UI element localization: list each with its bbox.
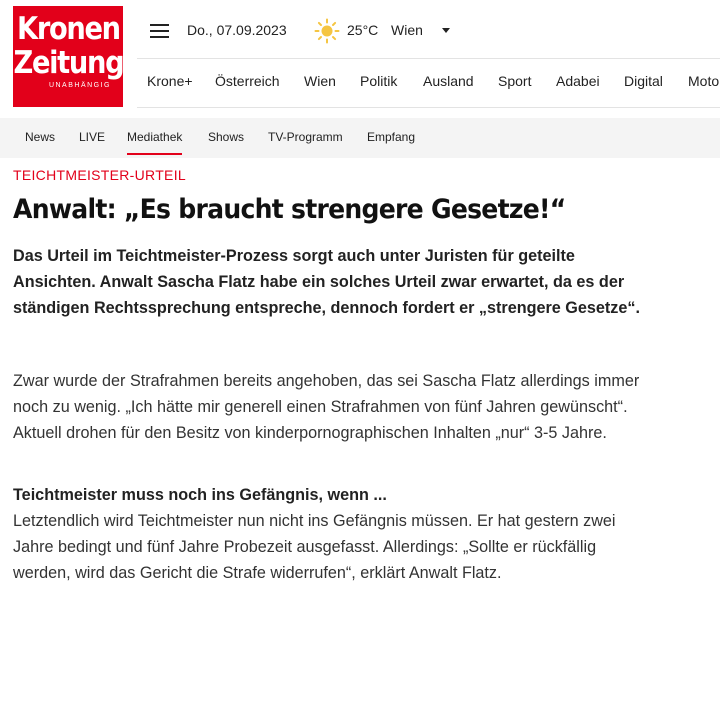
city-selector[interactable]: Wien: [391, 22, 423, 38]
nav-item-adabei[interactable]: Adabei: [556, 73, 600, 89]
subnav-item-news[interactable]: News: [25, 130, 56, 144]
logo-line-2: Zeitung: [13, 45, 123, 81]
article-paragraph: Zwar wurde der Strafrahmen bereits angehoben, das sei Sascha Flatz allerdings immer noch zu wenig. „Ich hätte mir generell einen Strafrahmen von fünf Jahren gewünscht“. Aktuell drohen für den Besitz von kinderpornographischen Inhalten „nur“ 3-5 Jahre.: [13, 372, 640, 442]
logo-line-1: Kronen: [16, 11, 120, 47]
article-headline: Anwalt: „Es braucht strengere Gesetze!“: [13, 194, 566, 225]
nav-item-sport[interactable]: Sport: [498, 73, 532, 89]
article-lead: Das Urteil im Teichtmeister-Prozess sorgt auch unter Juristen für geteilte Ansichten. Anwalt Sascha Flatz habe ein solches Urteil zwar erwartet, da es der ständigen Rechtssprechung entspreche, dennoch fordert er „strengere Gesetze“.: [13, 247, 640, 317]
nav-item-politik[interactable]: Politik: [360, 73, 398, 89]
subnav-item-live[interactable]: LIVE: [79, 130, 106, 144]
header-divider: [137, 58, 720, 59]
kronen-zeitung-logo[interactable]: [13, 6, 123, 107]
nav-item-wien[interactable]: Wien: [304, 73, 336, 89]
nav-item-digital[interactable]: Digital: [624, 73, 663, 89]
nav-item-ausland[interactable]: Ausland: [423, 73, 474, 89]
nav-divider: [137, 107, 720, 108]
logo-tagline: UNABHÄNGIG: [48, 82, 111, 89]
subnav-item-tv-programm[interactable]: TV-Programm: [268, 130, 343, 144]
current-date: Do., 07.09.2023: [187, 22, 287, 38]
subnav-item-empfang[interactable]: Empfang: [367, 130, 416, 144]
temperature: 25°C: [347, 22, 379, 38]
sun-icon: [314, 18, 340, 44]
article-subheading: Teichtmeister muss noch ins Gefängnis, wenn ...: [13, 486, 387, 504]
subnav-item-shows[interactable]: Shows: [208, 130, 245, 144]
article-paragraph: Letztendlich wird Teichtmeister nun nicht ins Gefängnis müssen. Er hat gestern zwei Jahre bedingt und fünf Jahre Probezeit ausgefasst. Allerdings: „Sollte er rückfällig werden, wird das Gericht die Strafe widerrufen“, erklärt Anwalt Flatz.: [13, 512, 616, 582]
subnav-item-mediathek[interactable]: Mediathek: [127, 130, 182, 155]
nav-item-moto[interactable]: Moto: [688, 73, 720, 89]
article-kicker: TEICHTMEISTER-URTEIL: [13, 167, 186, 183]
nav-item-oesterreich[interactable]: Österreich: [215, 73, 280, 89]
site-header: [0, 0, 720, 118]
nav-item-krone-plus[interactable]: Krone+: [147, 73, 193, 89]
menu-icon[interactable]: [150, 24, 169, 38]
chevron-down-icon[interactable]: [442, 28, 450, 33]
sub-navigation: [0, 118, 720, 158]
